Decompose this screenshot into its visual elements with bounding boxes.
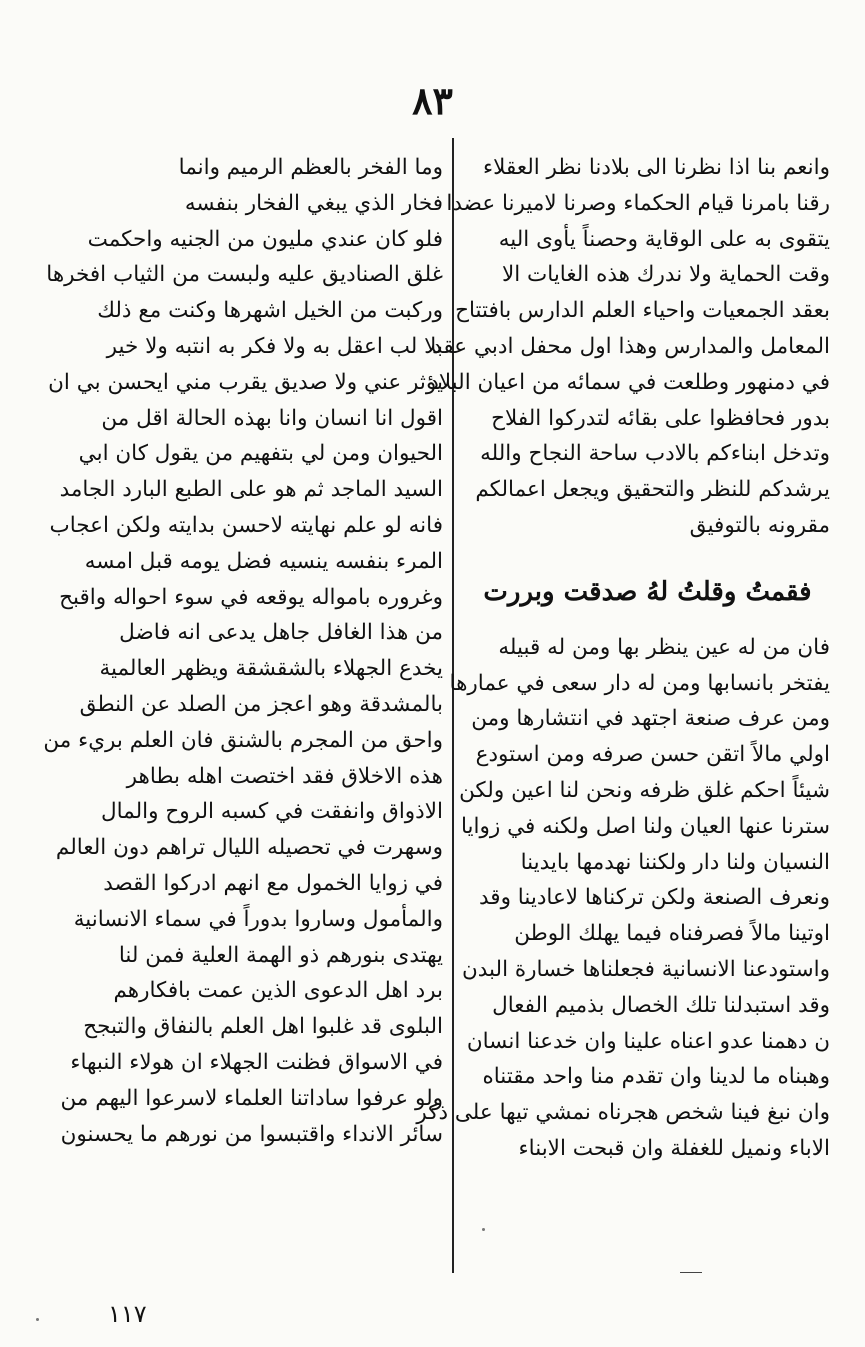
text-line: وقد استبدلنا تلك الخصال بذميم الفعال [492, 992, 830, 1018]
page-number: ٨٣ [412, 78, 453, 123]
text-line: سائر الانداء واقتبسوا من نورهم ما يحسنون [60, 1121, 443, 1147]
section-heading: فقمتُ وقلتُ لهُ صدقت وبررت [483, 576, 812, 607]
text-line: هذه الاخلاق فقد اختصت اهله بطاهر [126, 763, 443, 789]
text-line: يتقوى به على الوقاية وحصناً يأوى اليه [498, 226, 830, 252]
text-line: ن دهمنا عدو اعناه علينا وان خدعنا انسان [466, 1028, 830, 1054]
text-line: فخار الذي يبغي الفخار بنفسه [184, 190, 443, 216]
text-line: غلق الصناديق عليه ولبست من الثياب افخرها [46, 262, 443, 288]
text-line: وان نبغ فينا شخص هجرناه نمشي تيها على ذكر [416, 1100, 830, 1126]
text-line: وتدخل ابناءكم بالادب ساحة النجاح والله [480, 441, 830, 467]
text-line: يفتخر بانسابها ومن له دار سعى في عمارها [449, 670, 830, 696]
scan-speck [36, 1318, 39, 1321]
text-line: في زوايا الخمول مع انهم ادركوا القصد [103, 870, 443, 896]
text-line: فان من له عين ينظر بها ومن له قبيله [498, 634, 830, 660]
text-line: بالمشدقة وهو اعجز من الصلد عن النطق [79, 691, 443, 717]
text-line: يهتدى بنورهم ذو الهمة العلية فمن لنا [118, 942, 443, 968]
text-line: وقت الحماية ولا ندرك هذه الغايات الا [501, 262, 830, 288]
text-line: سترنا عنها العيان ولنا اصل ولكنه في زوايا [460, 813, 830, 839]
text-line: السيد الماجد ثم هو على الطبع البارد الجامد [59, 477, 443, 503]
text-line: المعامل والمدارس وهذا اول محفل ادبي عقد [432, 333, 830, 359]
text-line: وسهرت في تحصيله الليال تراهم دون العالم [55, 835, 443, 861]
text-line: في دمنهور وطلعت في سمائه من اعيان البلاد [429, 369, 830, 395]
right-column [416, 150, 830, 1167]
text-line: والمأمول وساروا بدوراً في سماء الانسانية [73, 906, 443, 932]
text-line: بلا لب اعقل به ولا فكر به انتبه ولا خير [106, 333, 443, 359]
text-line: يؤثر عني ولا صديق يقرب مني ايحسن بي ان [48, 369, 443, 395]
text-line: ومن عرف صنعة اجتهد في انتشارها ومن [471, 706, 830, 732]
decorative-dash [680, 1272, 702, 1273]
text-line: شيئاً احكم غلق ظرفه ونحن لنا اعين ولكن [459, 777, 830, 803]
text-line: وركبت من الخيل اشهرها وكنت مع ذلك [97, 298, 443, 324]
text-line: ولو عرفوا ساداتنا العلماء لاسرعوا اليهم من [60, 1085, 443, 1111]
text-line: واحق من المجرم بالشنق فان العلم بريء من [43, 727, 443, 753]
text-line: من هذا الغافل جاهل يدعى انه فاضل [119, 620, 443, 646]
right-column-top-text [429, 150, 830, 544]
text-line: ونعرف الصنعة ولكن تركناها لاعادينا وقد [479, 885, 830, 911]
text-line: برد اهل الدعوى الذين عمت بافكارهم [113, 978, 443, 1004]
text-line: بدور فحافظوا على بقائه لتدركوا الفلاح [491, 405, 830, 431]
left-column [43, 150, 443, 1152]
text-line: واستودعنا الانسانية فجعلناها خسارة البدن [461, 956, 830, 982]
text-line: اولي مالاً اتقن حسن صرفه ومن استودع [475, 742, 830, 768]
text-line: وما الفخر بالعظم الرميم وانما [178, 155, 443, 180]
text-line: المرء بنفسه ينسيه فضل يومه قبل امسه [84, 548, 443, 574]
text-line: الاباء ونميل للغفلة وان قبحت الابناء [518, 1135, 830, 1161]
text-line: في الاسواق فظنت الجهلاء ان هولاء النبهاء [70, 1049, 443, 1075]
text-line: الاذواق وانفقت في كسبه الروح والمال [100, 799, 443, 825]
text-line: مقرونه بالتوفيق [689, 512, 830, 538]
text-line: يرشدكم للنظر والتحقيق ويجعل اعمالكم [475, 477, 830, 503]
text-line: وغروره بامواله يوقعه في سوء احواله واقبح [59, 584, 443, 610]
text-line: فانه لو علم نهايته لاحسن بدايته ولكن اعجاب [49, 512, 443, 538]
text-line: البلوى قد غلبوا اهل العلم بالنفاق والتبجح [83, 1014, 443, 1040]
text-line: وانعم بنا اذا نظرنا الى بلادنا نظر العقلاء [483, 155, 830, 180]
text-line: رقنا بامرنا قيام الحكماء وصرنا لاميرنا عضدا [446, 190, 830, 216]
text-line: بعقد الجمعيات واحياء العلم الدارس بافتتاح [455, 298, 830, 324]
text-line: اوتينا مالاً فصرفناه فيما يهلك الوطن [514, 921, 830, 947]
left-column-text [43, 222, 443, 1153]
text-line: اقول انا انسان وانا بهذه الحالة اقل من [101, 405, 443, 431]
poem-verse [88, 150, 443, 222]
text-line: النسيان ولنا دار ولكننا نهدمها بايدينا [520, 849, 830, 875]
scan-speck [482, 1228, 485, 1231]
text-line: الحيوان ومن لي بتفهيم من يقول كان ابي [78, 441, 443, 467]
right-column-bottom-text [416, 630, 830, 1167]
text-line: وهبناه ما لدينا وان تقدم منا واحد مقتناه [482, 1064, 830, 1090]
text-line: يخدع الجهلاء بالشقشقة ويظهر العالمية [99, 656, 443, 682]
text-line: فلو كان عندي مليون من الجنيه واحكمت [87, 226, 443, 252]
footer-page-number: ١١٧ [108, 1300, 147, 1328]
